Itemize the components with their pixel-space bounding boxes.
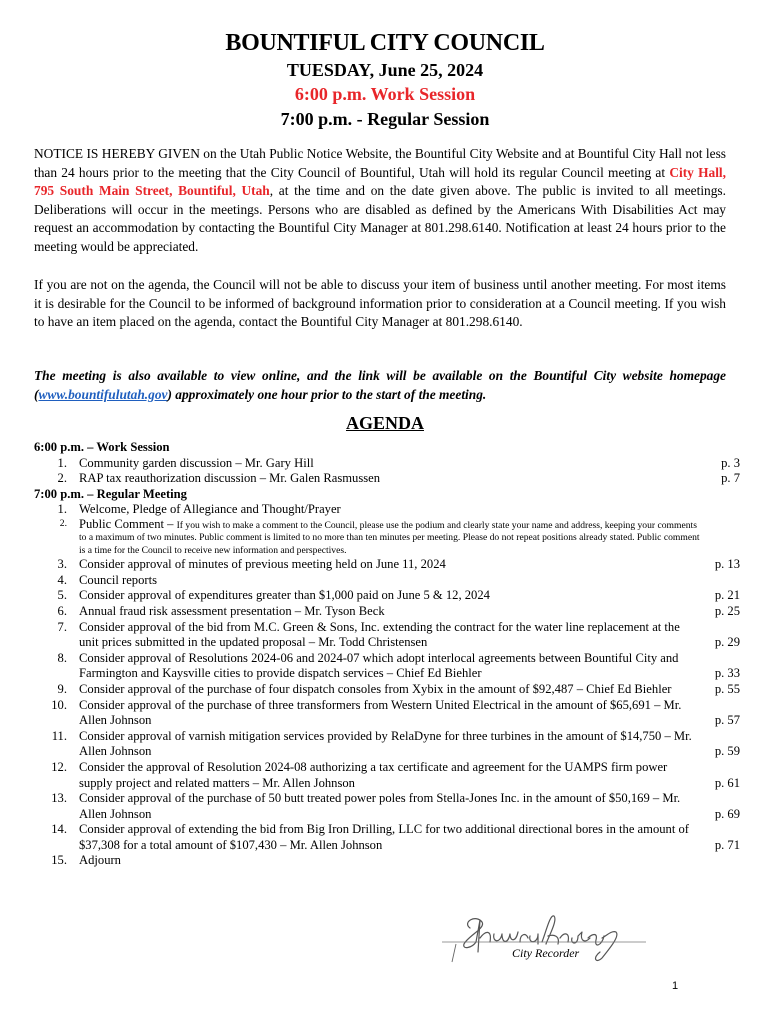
agenda-item-page-ref: p. 59 bbox=[714, 744, 740, 759]
agenda-item-number: 10. bbox=[51, 697, 67, 712]
agenda-item-page-ref: p. 61 bbox=[714, 775, 740, 790]
agenda-item-text: Community garden discussion – Mr. Gary Hill bbox=[79, 455, 314, 470]
agenda-item bbox=[34, 502, 740, 518]
agenda-item-text: RAP tax reauthorization discussion – Mr. Galen Rasmussen bbox=[79, 471, 381, 486]
agenda-item-page-ref: p. 33 bbox=[714, 666, 740, 681]
agenda-item bbox=[34, 698, 740, 729]
agenda-item-text: Welcome, Pledge of Allegiance and Thought/Prayer bbox=[79, 502, 341, 517]
agenda-item-text: Consider approval of minutes of previous meeting held on June 11, 2024 bbox=[79, 557, 446, 572]
agenda-item-text: Consider approval of expenditures greater than $1,000 paid on June 5 & 12, 2024 bbox=[79, 588, 490, 603]
agenda-item bbox=[34, 620, 740, 651]
agenda-item-text: Consider approval of extending the bid from Big Iron Drilling, LLC for two additional directional bores in the amount of $37,308 for a total amount of $107,430 – Mr. Allen Johnson bbox=[79, 822, 689, 852]
online-text-continued: ) approximately one hour prior to the start of the meeting. bbox=[167, 386, 487, 402]
agenda-item-number: 6. bbox=[57, 603, 67, 618]
agenda-item-text: Consider approval of the bid from M.C. Green & Sons, Inc. extending the contract for the water line replacement at the unit prices submitted in the updated proposal – Mr. Todd Christensen bbox=[79, 619, 680, 650]
agenda-item-text: Consider approval of the purchase of three transformers from Western United Electrical in the amount of $65,691 – Mr. Allen Johnson bbox=[79, 697, 682, 728]
agenda-item-page-ref: p. 21 bbox=[714, 588, 740, 603]
agenda-item-page-ref: p. 69 bbox=[714, 806, 740, 821]
agenda-item bbox=[34, 604, 740, 620]
public-comment-instructions: If you wish to make a comment to the Council, please use the podium and clearly state your name and address, keeping your comments to a maximum of two minutes. Public comment is limited to no more than ten minutes per meeting. Please do not repeat positions already stated. Public comment is a time for the Council to receive new information and perspectives. bbox=[79, 519, 700, 556]
regular-meeting-items bbox=[34, 502, 740, 869]
agenda-item-page-ref: p. 57 bbox=[714, 713, 740, 728]
agenda-item-number: 8. bbox=[57, 650, 67, 665]
work-session-time: 6:00 p.m. Work Session bbox=[294, 84, 476, 104]
agenda-item bbox=[34, 471, 740, 487]
notice-text: NOTICE IS HEREBY GIVEN on the Utah Public Notice Website, the Bountiful City Website and at Bountiful City Hall not less than 24 hours prior to the meeting that the City Council of Bountiful, Utah will hold its regular Council meeting at bbox=[34, 146, 726, 180]
agenda-item-number: 3. bbox=[57, 557, 67, 572]
online-viewing-paragraph bbox=[34, 367, 726, 404]
agenda-item-text: Annual fraud risk assessment presentation – Mr. Tyson Beck bbox=[79, 603, 385, 618]
agenda-item-text: Public Comment – bbox=[79, 516, 177, 531]
agenda-item bbox=[34, 729, 740, 760]
agenda-item-text: Consider approval of the purchase of 50 butt treated power poles from Stella-Jones Inc. in the amount of $50,169 – Mr. Allen Johnson bbox=[79, 791, 681, 821]
agenda-item bbox=[34, 853, 740, 869]
agenda-item-text: Consider approval of varnish mitigation services provided by RelaDyne for three turbines in the amount of $14,750 – Mr. Allen Johnson bbox=[79, 728, 692, 759]
agenda-item-text: Consider the approval of Resolution 2024-08 authorizing a tax certificate and agreement for the UAMPS firm power supply project and related matters – Mr. Allen Johnson bbox=[79, 759, 668, 790]
agenda-item bbox=[34, 557, 740, 573]
agenda-item-page-ref: p. 13 bbox=[714, 557, 740, 572]
agenda-item-page-ref: p. 29 bbox=[714, 635, 740, 650]
work-session-items bbox=[34, 456, 740, 487]
agenda-heading: AGENDA bbox=[345, 413, 424, 433]
city-recorder-title: City Recorder bbox=[512, 946, 580, 960]
agenda-item-number: 11. bbox=[51, 728, 67, 743]
agenda-item-number: 14. bbox=[51, 822, 67, 837]
agenda-item-text: Consider approval of the purchase of four dispatch consoles from Xybix in the amount of $92,487 – Chief Ed Biehler bbox=[79, 681, 672, 696]
agenda-item-page-ref: p. 3 bbox=[721, 455, 740, 470]
agenda-item-text: Council reports bbox=[79, 572, 157, 587]
agenda-item-page-ref: p. 25 bbox=[714, 603, 740, 618]
online-text: The meeting is also available to view online, and the link will be available on the Bountiful City website homepage ( bbox=[34, 368, 726, 402]
agenda-item bbox=[34, 760, 740, 791]
agenda-item-text: Adjourn bbox=[79, 853, 121, 868]
agenda-item bbox=[34, 682, 740, 698]
agenda-item-number: 12. bbox=[51, 759, 67, 774]
agenda-item-number: 2. bbox=[59, 517, 67, 529]
agenda-item-number: 7. bbox=[57, 619, 67, 634]
city-website-link[interactable]: www.bountifulutah.gov bbox=[38, 386, 168, 402]
agenda-item-number: 4. bbox=[57, 572, 67, 587]
agenda-item-number: 15. bbox=[51, 853, 67, 868]
agenda-item bbox=[34, 518, 740, 557]
agenda-item-page-ref: p. 7 bbox=[721, 471, 740, 486]
not-on-agenda-paragraph: If you are not on the agenda, the Council will not be able to discuss your item of business until another meeting. For most items it is desirable for the Council to be informed of background information prior to consideration at a Council meeting. If you wish to have an item placed on the agenda, contact the Bountiful City Manager at 801.298.6140. bbox=[34, 277, 726, 330]
agenda-item-text: Consider approval of Resolutions 2024-06 and 2024-07 which adopt interlocal agreements between Bountiful City and Farmington and Kaysville cities to provide dispatch services – Chief Ed Biehler bbox=[79, 650, 679, 681]
agenda-item bbox=[34, 588, 740, 604]
agenda-list bbox=[34, 440, 740, 869]
agenda-item-page-ref: p. 71 bbox=[714, 837, 740, 852]
meeting-date: TUESDAY, June 25, 2024 bbox=[286, 60, 484, 80]
agenda-item bbox=[34, 573, 740, 589]
agenda-item-number: 1. bbox=[57, 502, 67, 517]
page-number: 1 bbox=[672, 980, 679, 992]
regular-meeting-heading: 7:00 p.m. – Regular Meeting bbox=[34, 486, 187, 501]
agenda-item bbox=[34, 456, 740, 472]
document-title: BOUNTIFUL CITY COUNCIL bbox=[225, 30, 545, 56]
work-session-heading: 6:00 p.m. – Work Session bbox=[34, 440, 170, 454]
regular-session-time: 7:00 p.m. - Regular Session bbox=[280, 109, 490, 129]
notice-text-continued: , at the time and on the date given above. The public is invited to all meetings. Deliberations will occur in the meetings. Persons who are disabled as defined by the Americans With Disabilities Act may request an accommodation by contacting the Bountiful City Manager at 801.298.6140. Notification at least 24 hours prior to the meeting would be appreciated. bbox=[34, 183, 726, 254]
agenda-item-number: 9. bbox=[57, 681, 67, 696]
public-notice-paragraph bbox=[34, 145, 726, 257]
agenda-item bbox=[34, 651, 740, 682]
agenda-item bbox=[34, 822, 740, 853]
agenda-item bbox=[34, 791, 740, 822]
agenda-item-number: 5. bbox=[57, 588, 67, 603]
meeting-location: City Hall, 795 South Main Street, Bountiful, Utah bbox=[34, 164, 726, 199]
agenda-item-number: 2. bbox=[57, 471, 67, 486]
agenda-item-page-ref: p. 55 bbox=[714, 681, 740, 696]
agenda-item-number: 13. bbox=[51, 791, 67, 806]
agenda-item-number: 1. bbox=[57, 455, 67, 470]
